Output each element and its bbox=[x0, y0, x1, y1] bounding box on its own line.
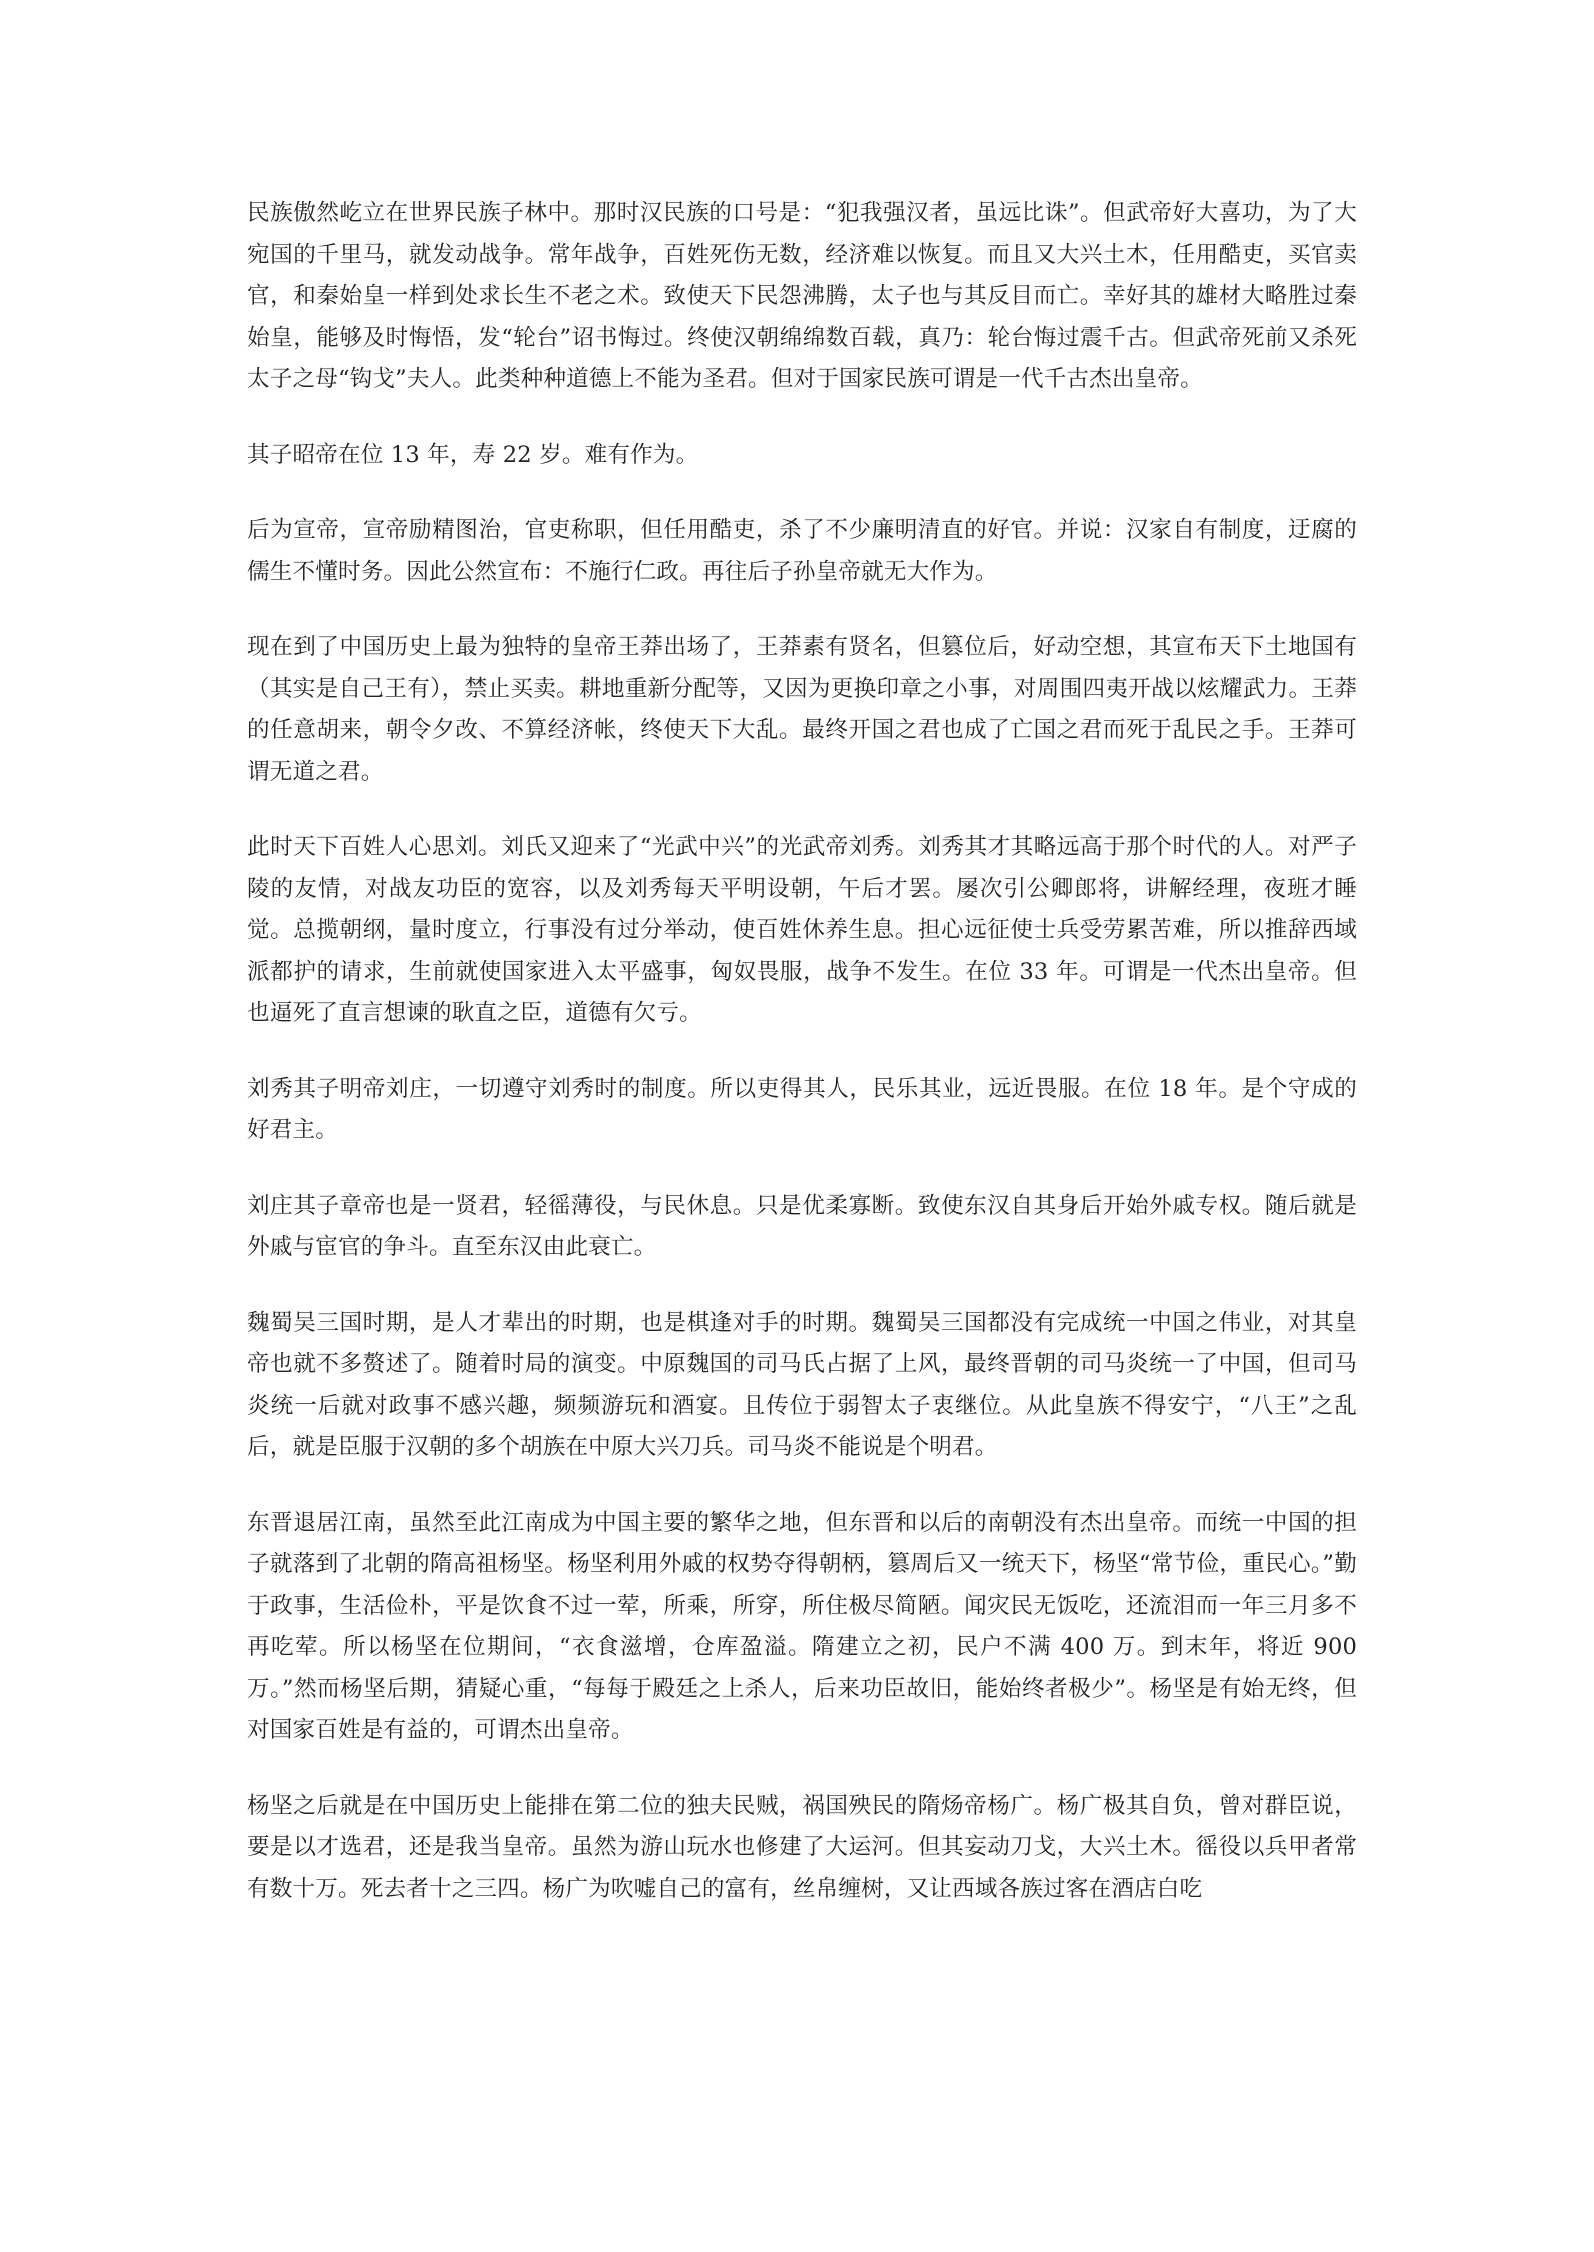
paragraph-yang-jian: 东晋退居江南，虽然至此江南成为中国主要的繁华之地，但东晋和以后的南朝没有杰出皇帝。而统一中国的担子就落到了北朝的隋高祖杨坚。杨坚利用外戚的权势夺得朝柄，篡周后又一统天下，杨坚“常节俭，重民心。”勤于政事，生活俭朴，平是饮食不过一荤，所乘，所穿，所住极尽简陋。闻灾民无饭吃，还流泪而一年三月多不再吃荤。所以杨坚在位期间，“衣食滋增，仓库盈溢。隋建立之初，民户不满 400 万。到末年，将近 900 万。”然而杨坚后期，猜疑心重，“每每于殿廷之上杀人，后来功臣故旧，能始终者极少”。杨坚是有始无终，但对国家百姓是有益的，可谓杰出皇帝。 bbox=[247, 1509, 1357, 1743]
paragraph-mingdi: 刘秀其子明帝刘庄，一切遵守刘秀时的制度。所以吏得其人，民乐其业，远近畏服。在位 18 年。是个守成的好君主。 bbox=[247, 1075, 1357, 1143]
document-body bbox=[247, 193, 1357, 1944]
paragraph-three-kingdoms: 魏蜀吴三国时期，是人才辈出的时期，也是棋逢对手的时期。魏蜀吴三国都没有完成统一中国之伟业，对其皇帝也就不多赘述了。随着时局的演变。中原魏国的司马氏占据了上风，最终晋朝的司马炎统一了中国，但司马炎统一后就对政事不感兴趣，频频游玩和酒宴。且传位于弱智太子衷继位。从此皇族不得安宁，“八王”之乱后，就是臣服于汉朝的多个胡族在中原大兴刀兵。司马炎不能说是个明君。 bbox=[247, 1309, 1357, 1460]
paragraph-zhaodi: 其子昭帝在位 13 年，寿 22 岁。难有作为。 bbox=[247, 441, 699, 468]
paragraph-yang-guang: 杨坚之后就是在中国历史上能排在第二位的独夫民贼，祸国殃民的隋炀帝杨广。杨广极其自负，曾对群臣说，要是以才选君，还是我当皇帝。虽然为游山玩水也修建了大运河。但其妄动刀戈，大兴土木。徭役以兵甲者常有数十万。死去者十之三四。杨广为吹嘘自己的富有，丝帛缠树，又让西域各族过客在酒店白吃 bbox=[247, 1792, 1357, 1902]
paragraph-liu-xiu: 此时天下百姓人心思刘。刘氏又迎来了“光武中兴”的光武帝刘秀。刘秀其才其略远高于那个时代的人。对严子陵的友情，对战友功臣的宽容，以及刘秀每天平明设朝，午后才罢。屡次引公卿郎将，讲解经理，夜班才睡觉。总揽朝纲，量时度立，行事没有过分举动，使百姓休养生息。担心远征使士兵受劳累苦难，所以推辞西域派都护的请求，生前就使国家进入太平盛事，匈奴畏服，战争不发生。在位 33 年。可谓是一代杰出皇帝。但也逼死了直言想谏的耿直之臣，道德有欠亏。 bbox=[247, 834, 1357, 1026]
paragraph-zhangdi: 刘庄其子章帝也是一贤君，轻徭薄役，与民休息。只是优柔寡断。致使东汉自其身后开始外戚专权。随后就是外戚与宦官的争斗。直至东汉由此衰亡。 bbox=[247, 1192, 1357, 1260]
paragraph-wang-mang: 现在到了中国历史上最为独特的皇帝王莽出场了，王莽素有贤名，但篡位后，好动空想，其宣布天下土地国有（其实是自己王有），禁止买卖。耕地重新分配等，又因为更换印章之小事，对周围四夷开战以炫耀武力。王莽的任意胡来，朝令夕改、不算经济帐，终使天下大乱。最终开国之君也成了亡国之君而死于乱民之手。王莽可谓无道之君。 bbox=[247, 634, 1357, 785]
paragraph-han-wudi: 民族傲然屹立在世界民族子林中。那时汉民族的口号是：“犯我强汉者，虽远比诛”。但武帝好大喜功，为了大宛国的千里马，就发动战争。常年战争，百姓死伤无数，经济难以恢复。而且又大兴土木，任用酷吏，买官卖官，和秦始皇一样到处求长生不老之术。致使天下民怨沸腾，太子也与其反目而亡。幸好其的雄材大略胜过秦始皇，能够及时悔悟，发“轮台”诏书悔过。终使汉朝绵绵数百载，真乃：轮台悔过震千古。但武帝死前又杀死太子之母“钩戈”夫人。此类种种道德上不能为圣君。但对于国家民族可谓是一代千古杰出皇帝。 bbox=[247, 200, 1357, 392]
paragraph-xuandi: 后为宣帝，宣帝励精图治，官吏称职，但任用酷吏，杀了不少廉明清直的好官。并说：汉家自有制度，迂腐的儒生不懂时务。因此公然宣布：不施行仁政。再往后子孙皇帝就无大作为。 bbox=[247, 517, 1357, 585]
